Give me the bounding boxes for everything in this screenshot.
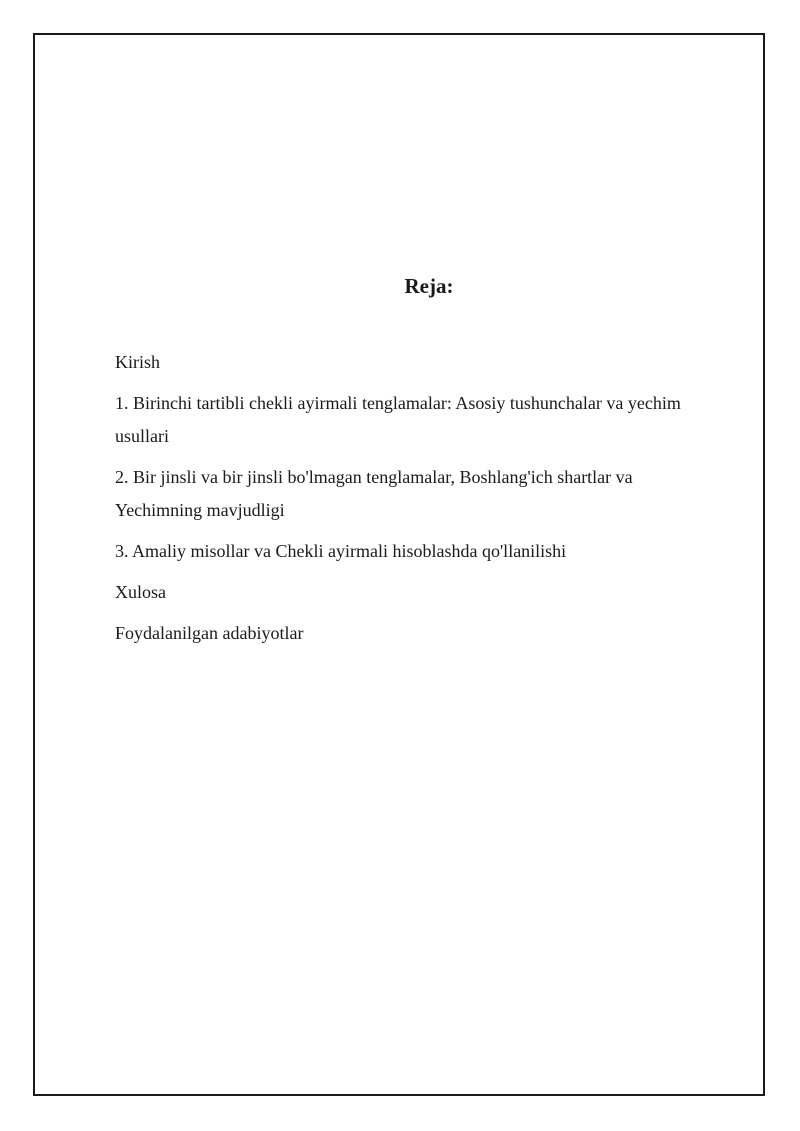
plan-list	[115, 346, 715, 658]
plan-item-introduction: Kirish	[115, 352, 160, 372]
plan-item-references: Foydalanilgan adabiyotlar	[115, 623, 304, 643]
plan-item-3: 3. Amaliy misollar va Chekli ayirmali hisoblashda qo'llanilishi	[115, 541, 567, 561]
plan-item-2: 2. Bir jinsli va bir jinsli bo'lmagan tenglamalar, Boshlang'ich shartlar va Yechimning mavjudligi	[115, 467, 633, 520]
plan-item-conclusion: Xulosa	[115, 582, 166, 602]
plan-item-1: 1. Birinchi tartibli chekli ayirmali tenglamalar: Asosiy tushunchalar va yechim usullari	[115, 393, 681, 446]
plan-title: Reja:	[404, 274, 454, 298]
